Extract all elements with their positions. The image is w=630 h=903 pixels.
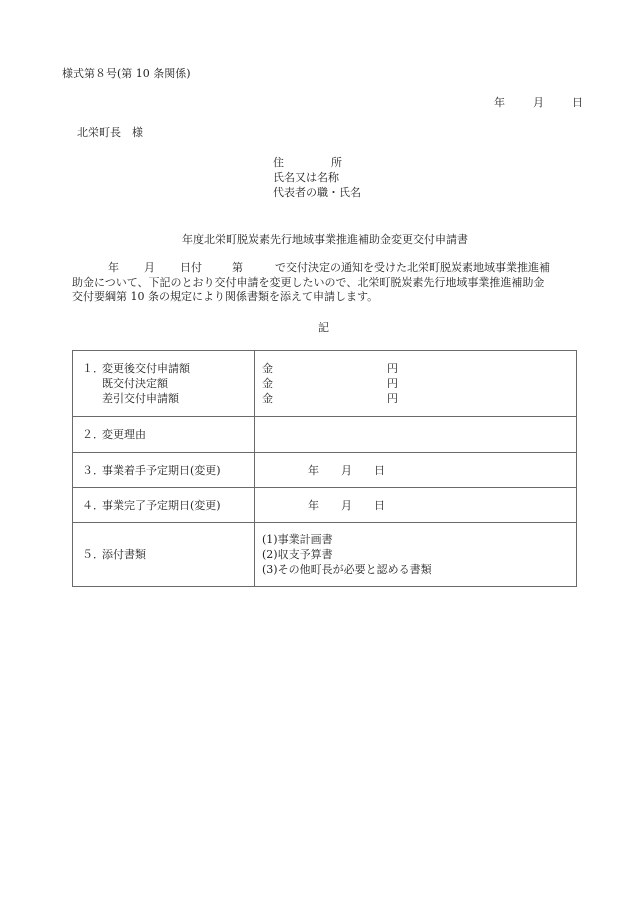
attachments-list bbox=[255, 523, 577, 587]
body-line-2: 助金について、下記のとおり交付申請を変更したいので、北栄町脱炭素先行地域事業推進補助金 bbox=[72, 275, 545, 289]
completion-date-label-cell: ４．事業完了予定期日(変更) bbox=[73, 488, 255, 523]
date-day-label: 日 bbox=[572, 96, 583, 109]
table-row-amounts bbox=[73, 351, 577, 417]
start-date-field[interactable]: 年 月 日 bbox=[255, 453, 577, 488]
table-row-attachments bbox=[73, 523, 577, 587]
change-reason-label-cell: ２．変更理由 bbox=[73, 417, 255, 453]
representative-label: 代表者の職・氏名 bbox=[273, 186, 361, 199]
attachment-item: (1)事業計画書 bbox=[262, 533, 333, 546]
document-title: 年度北栄町脱炭素先行地域事業推進補助金変更交付申請書 bbox=[182, 233, 468, 246]
table-row-completion-date bbox=[73, 488, 577, 523]
start-date-label-cell: ３．事業着手予定期日(変更) bbox=[73, 453, 255, 488]
body-line-1: 年 月 日付 第 で交付決定の通知を受けた北栄町脱炭素地域事業推進補 bbox=[108, 261, 550, 274]
changed-amount-field[interactable]: 金 円 bbox=[262, 362, 398, 375]
date-year-label: 年 bbox=[494, 96, 505, 109]
change-reason-field[interactable] bbox=[255, 417, 577, 453]
application-table bbox=[72, 350, 577, 587]
attachment-item: (3)その他町長が必要と認める書類 bbox=[262, 563, 432, 576]
ki-heading: 記 bbox=[318, 321, 329, 334]
address-label: 住 所 bbox=[273, 156, 342, 169]
approved-amount-field[interactable]: 金 円 bbox=[262, 377, 398, 390]
approved-amount-label: 既交付決定額 bbox=[102, 377, 168, 390]
attachments-label-cell: ５．添付書類 bbox=[73, 523, 255, 587]
body-line-3: 交付要綱第 10 条の規定により関係書類を添えて申請します。 bbox=[72, 290, 379, 303]
completion-date-field[interactable]: 年 月 日 bbox=[255, 488, 577, 523]
form-number: 様式第８号(第 10 条関係) bbox=[62, 67, 191, 80]
changed-amount-label: 変更後交付申請額 bbox=[102, 362, 190, 375]
body-paragraph bbox=[72, 261, 587, 305]
applicant-block bbox=[273, 155, 361, 200]
difference-amount-field[interactable]: 金 円 bbox=[262, 392, 398, 405]
date-month-label: 月 bbox=[533, 96, 544, 109]
addressee: 北栄町長 様 bbox=[77, 126, 143, 139]
attachment-item: (2)収支予算書 bbox=[262, 548, 333, 561]
submission-date bbox=[494, 95, 583, 110]
name-label: 氏名又は名称 bbox=[273, 171, 339, 184]
amounts-value-cell[interactable] bbox=[255, 351, 577, 417]
table-row-start-date bbox=[73, 453, 577, 488]
difference-amount-label: 差引交付申請額 bbox=[102, 392, 179, 405]
table-row-change-reason bbox=[73, 417, 577, 453]
amounts-label-cell: １．変更後交付申請額 既交付決定額 差引交付申請額 bbox=[73, 351, 255, 417]
